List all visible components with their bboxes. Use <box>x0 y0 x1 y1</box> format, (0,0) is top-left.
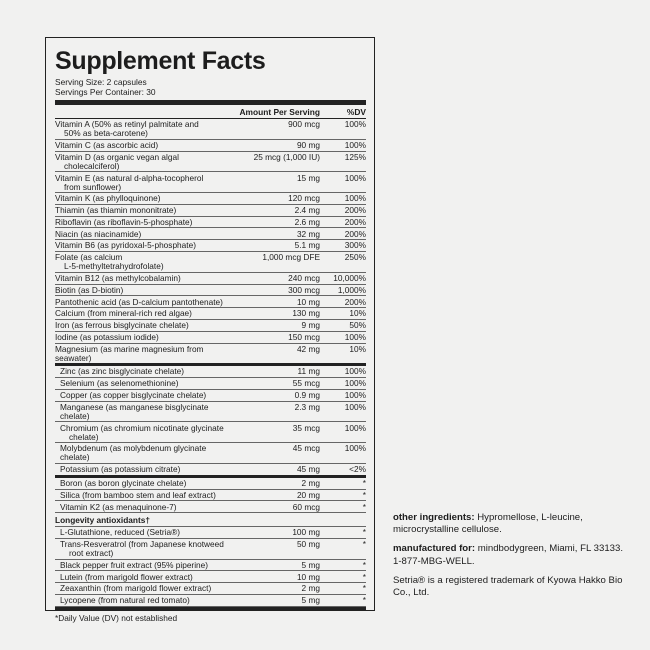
nutrient-name <box>55 286 228 295</box>
nutrient-row <box>55 402 366 423</box>
nutrient-row <box>55 344 366 367</box>
nutrient-row <box>55 443 366 464</box>
nutrient-amount: 35 mcg <box>292 422 320 433</box>
nutrient-row <box>55 296 366 308</box>
nutrient-name <box>55 241 228 250</box>
nutrient-amount: 9 mg <box>301 320 320 331</box>
nutrient-dv: * <box>362 527 366 538</box>
nutrient-name-line: Magnesium (as marine magnesium from seawater) <box>55 343 204 363</box>
nutrient-row <box>55 366 366 378</box>
nutrient-dv: 50% <box>349 320 366 331</box>
trademark-note: Setria® is a registered trademark of Kyowa Hakko Bio Co., Ltd. <box>393 574 623 599</box>
nutrient-amount: 10 mg <box>296 571 320 582</box>
nutrient-name-line: Vitamin B6 (as pyridoxal-5-phosphate) <box>55 240 196 251</box>
nutrient-name-line: Thiamin (as thiamin mononitrate) <box>55 205 177 216</box>
nutrient-name-line: Vitamin B12 (as methylcobalamin) <box>55 273 181 283</box>
nutrient-amount: 2.4 mg <box>294 205 320 216</box>
nutrient-row <box>55 501 366 513</box>
nutrient-row <box>55 583 366 595</box>
minerals-section <box>55 366 366 477</box>
supplement-facts-panel <box>45 37 375 623</box>
nutrient-dv: 100% <box>344 366 366 377</box>
nutrient-name-line: Folate (as calcium <box>55 252 123 263</box>
nutrient-name <box>55 561 228 570</box>
nutrient-name <box>55 345 228 363</box>
nutrient-dv: 10% <box>349 343 366 354</box>
nutrient-amount: 11 mg <box>297 366 320 377</box>
nutrient-dv: 1,000% <box>337 284 366 295</box>
nutrient-amount: 42 mg <box>296 343 320 354</box>
nutrient-name <box>55 120 228 138</box>
nutrient-name-line: Lycopene (from natural red tomato) <box>60 595 190 606</box>
nutrient-name <box>55 379 228 388</box>
nutrient-dv: * <box>362 559 366 570</box>
nutrient-name <box>55 333 228 342</box>
nutrient-name <box>55 596 228 605</box>
nutrient-name <box>55 274 228 283</box>
column-header <box>55 105 366 119</box>
nutrient-row <box>55 217 366 229</box>
nutrient-name <box>55 218 228 227</box>
nutrient-row <box>55 172 366 193</box>
nutrient-name-line: from sunflower) <box>64 181 122 192</box>
nutrient-amount: 2 mg <box>301 477 320 488</box>
nutrient-amount: 25 mcg (1,000 IU) <box>253 151 320 162</box>
nutrient-name-line: Silica (from bamboo stem and leaf extract) <box>60 489 216 500</box>
manufacturer-text: mindbodygreen, Miami, FL 33133. 1-877-MBG-WELL. <box>393 543 623 567</box>
nutrient-row <box>55 422 366 443</box>
nutrient-amount: 20 mg <box>296 489 320 500</box>
nutrient-name-line: Vitamin K2 (as menaquinone-7) <box>60 501 177 512</box>
nutrient-name-line: Zeaxanthin (from marigold flower extract) <box>60 583 212 594</box>
nutrient-name-line: 50% as beta-carotene) <box>64 128 148 139</box>
other-ingredients <box>393 512 623 536</box>
nutrient-dv: 10% <box>349 308 366 319</box>
nutrient-name <box>55 403 228 421</box>
footnote: *Daily Value (DV) not established <box>55 607 366 623</box>
nutrient-name <box>55 528 228 537</box>
nutrient-row <box>55 478 366 490</box>
nutrient-name <box>55 540 228 558</box>
nutrient-row <box>55 560 366 572</box>
nutrient-amount: 50 mg <box>296 539 320 550</box>
nutrient-name-line: Potassium (as potassium citrate) <box>60 464 181 475</box>
nutrient-row <box>55 539 366 560</box>
nutrient-name <box>55 194 228 203</box>
nutrient-amount: 0.9 mg <box>294 390 320 401</box>
nutrient-name <box>55 367 228 376</box>
servings-per-container: Servings Per Container: 30 <box>55 87 156 97</box>
nutrient-name <box>55 230 228 239</box>
nutrient-name-line: Vitamin E (as natural d-alpha-tocopherol <box>55 172 204 183</box>
nutrient-name <box>55 141 228 150</box>
nutrient-name-line: L-5-methyltetrahydrofolate) <box>64 261 164 272</box>
nutrient-dv: * <box>362 539 366 550</box>
nutrient-name-line: Vitamin A (50% as retinyl palmitate and <box>55 119 199 130</box>
nutrient-amount: 55 mcg <box>292 378 320 389</box>
nutrient-amount: 32 mg <box>296 228 320 239</box>
longevity-heading: Longevity antioxidants† <box>55 513 366 527</box>
nutrient-amount: 15 mg <box>296 172 320 183</box>
nutrient-name-line: Calcium (from mineral-rich red algae) <box>55 308 192 319</box>
nutrient-row <box>55 273 366 285</box>
antioxidants-section <box>55 527 366 607</box>
nutrient-name <box>55 321 228 330</box>
nutrient-dv: 100% <box>344 119 366 130</box>
nutrient-dv: 200% <box>344 296 366 307</box>
serving-size: Serving Size: 2 capsules <box>55 77 147 87</box>
nutrient-name-line: Black pepper fruit extract (95% piperine) <box>60 559 209 570</box>
other-ingredients-label: other ingredients: <box>393 512 475 523</box>
nutrient-row <box>55 490 366 502</box>
nutrient-row <box>55 285 366 297</box>
nutrient-amount: 1,000 mcg DFE <box>262 252 320 263</box>
nutrient-dv: 100% <box>344 422 366 433</box>
nutrient-name-line: Vitamin D (as organic vegan algal <box>55 151 179 162</box>
nutrient-dv: * <box>362 501 366 512</box>
nutrient-name-line: Chromium (as chromium nicotinate glycinate <box>60 422 224 433</box>
nutrient-name-line: Vitamin K (as phylloquinone) <box>55 193 161 204</box>
nutrient-amount: 45 mg <box>296 464 320 475</box>
nutrient-dv: 200% <box>344 205 366 216</box>
nutrient-name <box>55 503 228 512</box>
nutrient-name-line: Vitamin C (as ascorbic acid) <box>55 139 159 150</box>
nutrient-name-line: Pantothenic acid (as D-calcium pantothenate) <box>55 296 223 307</box>
nutrient-name <box>55 391 228 400</box>
nutrient-amount: 900 mcg <box>288 119 320 130</box>
nutrient-dv: 250% <box>344 252 366 263</box>
nutrient-dv: 125% <box>344 151 366 162</box>
nutrient-dv: 100% <box>344 172 366 183</box>
nutrient-amount: 2 mg <box>301 583 320 594</box>
nutrient-amount: 90 mg <box>296 139 320 150</box>
nutrient-dv: 100% <box>344 401 366 412</box>
side-info <box>393 512 623 606</box>
nutrient-row <box>55 595 366 607</box>
nutrient-row <box>55 464 366 478</box>
nutrient-name <box>55 424 228 442</box>
nutrient-amount: 5 mg <box>301 559 320 570</box>
nutrient-dv: * <box>362 477 366 488</box>
nutrient-row <box>55 119 366 140</box>
nutrient-name <box>55 444 228 462</box>
nutrient-dv: 300% <box>344 240 366 251</box>
nutrient-name-line: Lutein (from marigold flower extract) <box>60 571 193 582</box>
nutrient-amount: 10 mg <box>296 296 320 307</box>
nutrient-name-line: root extract) <box>69 548 114 559</box>
nutrient-name-line: Trans-Resveratrol (from Japanese knotweed <box>60 539 224 550</box>
nutrient-row <box>55 320 366 332</box>
nutrient-dv: * <box>362 583 366 594</box>
nutrient-row <box>55 308 366 320</box>
nutrient-row <box>55 152 366 173</box>
nutrient-dv: * <box>362 571 366 582</box>
nutrient-dv: 200% <box>344 228 366 239</box>
nutrient-amount: 60 mcg <box>292 501 320 512</box>
nutrient-dv: * <box>362 595 366 606</box>
other-section <box>55 478 366 513</box>
nutrient-name <box>55 584 228 593</box>
nutrient-name-line: Iodine (as potassium iodide) <box>55 331 159 342</box>
nutrient-amount: 150 mcg <box>288 331 320 342</box>
nutrient-dv: 100% <box>344 193 366 204</box>
nutrient-dv: 100% <box>344 331 366 342</box>
nutrient-amount: 2.3 mg <box>294 401 320 412</box>
nutrient-amount: 45 mcg <box>292 443 320 454</box>
manufacturer <box>393 543 623 567</box>
nutrient-amount: 5.1 mg <box>294 240 320 251</box>
nutrient-dv: * <box>362 489 366 500</box>
nutrient-name-line: Zinc (as zinc bisglycinate chelate) <box>60 366 185 377</box>
nutrient-row <box>55 228 366 240</box>
nutrient-amount: 100 mg <box>292 527 320 538</box>
nutrient-row <box>55 140 366 152</box>
nutrient-row <box>55 193 366 205</box>
nutrient-name <box>55 479 228 488</box>
nutrient-name <box>55 573 228 582</box>
manufacturer-label: manufactured for: <box>393 543 476 555</box>
nutrient-dv: 100% <box>344 390 366 401</box>
nutrient-row <box>55 240 366 252</box>
nutrient-name-line: L-Glutathione, reduced (Setria®) <box>60 527 181 538</box>
vitamins-section <box>55 119 366 366</box>
nutrient-amount: 5 mg <box>301 595 320 606</box>
nutrient-name-line: Selenium (as selenomethionine) <box>60 378 179 389</box>
nutrient-name-line: cholecalciferol) <box>64 160 120 171</box>
dv-header: %DV <box>346 107 366 117</box>
nutrient-row <box>55 252 366 273</box>
nutrient-row <box>55 378 366 390</box>
nutrient-name-line: Iron (as ferrous bisglycinate chelate) <box>55 320 189 331</box>
nutrient-dv: 100% <box>344 139 366 150</box>
nutrient-dv: 200% <box>344 216 366 227</box>
nutrient-name-line: Boron (as boron glycinate chelate) <box>60 477 187 488</box>
nutrient-name-line: Copper (as copper bisglycinate chelate) <box>60 390 207 401</box>
nutrient-name <box>55 309 228 318</box>
nutrient-dv: <2% <box>349 464 366 475</box>
nutrient-name-line: Molybdenum (as molybdenum glycinate chelate) <box>60 443 207 463</box>
nutrient-amount: 240 mcg <box>288 273 320 283</box>
nutrient-name <box>55 253 228 271</box>
nutrient-row <box>55 205 366 217</box>
nutrient-row <box>55 571 366 583</box>
nutrient-name-line: Manganese (as manganese bisglycinate chelate) <box>60 401 209 421</box>
nutrient-name <box>55 465 228 474</box>
nutrient-amount: 120 mcg <box>288 193 320 204</box>
nutrient-name-line: Riboflavin (as riboflavin-5-phosphate) <box>55 216 193 227</box>
nutrient-name <box>55 491 228 500</box>
panel-title: Supplement Facts <box>55 47 266 75</box>
nutrient-dv: 100% <box>344 443 366 454</box>
nutrient-name-line: Niacin (as niacinamide) <box>55 228 142 239</box>
nutrient-amount: 300 mcg <box>288 284 320 295</box>
nutrient-dv: 10,000% <box>333 273 366 283</box>
nutrient-row <box>55 527 366 539</box>
amount-header: Amount Per Serving <box>239 107 320 117</box>
nutrient-row <box>55 390 366 402</box>
nutrient-dv: 100% <box>344 378 366 389</box>
nutrient-amount: 2.6 mg <box>294 216 320 227</box>
nutrient-name <box>55 206 228 215</box>
nutrient-name <box>55 174 228 192</box>
nutrient-row <box>55 332 366 344</box>
other-ingredients-text: Hypromellose, L-leucine, microcrystalline cellulose. <box>393 512 583 536</box>
nutrient-name-line: chelate) <box>69 431 99 442</box>
nutrient-name-line: Biotin (as D-biotin) <box>55 284 124 295</box>
nutrient-name <box>55 298 228 307</box>
nutrient-name <box>55 153 228 171</box>
nutrient-amount: 130 mg <box>292 308 320 319</box>
